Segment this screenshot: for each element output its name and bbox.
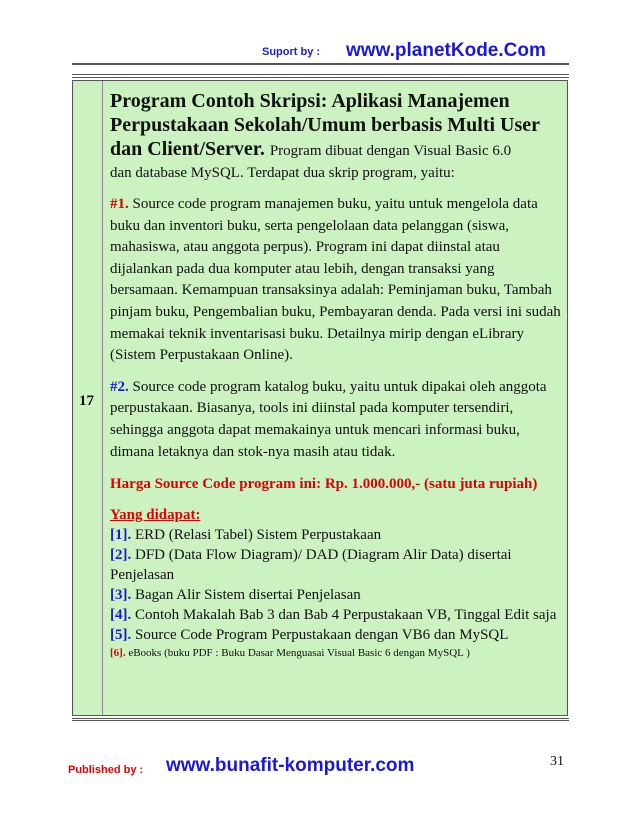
list-item — [110, 525, 562, 545]
deliverables-list — [110, 505, 562, 661]
support-url-link[interactable]: www.planetKode.Com — [346, 40, 546, 61]
item-content — [110, 89, 562, 661]
list-item — [110, 545, 562, 585]
table-bottom-border — [72, 718, 569, 721]
program-2-tag: #2. — [110, 378, 129, 395]
list-item-tag: [6]. — [110, 647, 126, 660]
program-2-paragraph — [110, 377, 562, 463]
header-divider — [72, 63, 569, 65]
page-header — [0, 40, 638, 70]
list-item — [110, 605, 562, 625]
item-title-desc: Program dibuat dengan Visual Basic 6.0 — [269, 143, 512, 159]
list-item-tag: [2]. — [110, 547, 132, 564]
deliverables-label: Yang didapat: — [110, 507, 201, 524]
list-item-text: DFD (Data Flow Diagram)/ DAD (Diagram Alir Data) disertai Penjelasan — [110, 547, 512, 584]
support-label: Suport by : — [262, 46, 321, 58]
list-item-tag: [1]. — [110, 527, 132, 544]
list-item-text: ERD (Relasi Tabel) Sistem Perpustakaan — [135, 527, 382, 544]
number-column — [73, 81, 103, 715]
product-table — [72, 80, 568, 716]
list-item-tag: [4]. — [110, 607, 132, 624]
program-1-paragraph — [110, 194, 562, 367]
program-1-text: Source code program manajemen buku, yaitu untuk mengelola data buku dan inventori buku, serta pengelolaan data pelanggan (siswa, mahasiswa, atau anggota perpus). Program ini dapat diinstal atau dijalankan pada dua komputer atau lebih, dengan transaksi yang bersamaan. Kemampuan transaksinya adalah: Peminjaman buku, Tambah pinjam buku, Pengembalian buku, Pembayaran denda. Pada versi ini sudah memakai teknik inventarisasi buku. Detailnya mirip dengan eLibrary (Sistem Perpustakaan Online). — [110, 196, 561, 364]
table-top-border — [72, 74, 569, 78]
list-item — [110, 585, 562, 605]
program-1-tag: #1. — [110, 196, 129, 212]
program-2-text: Source code program katalog buku, yaitu untuk dipakai oleh anggota perpustakaan. Biasanya, tools ini diinstal pada komputer tersendiri, sehingga anggota dapat memakainya untuk mencari informasi buku, dimana letaknya dan stok-nya masih atau tidak. — [110, 378, 547, 460]
list-item-text: Contoh Makalah Bab 3 dan Bab 4 Perpustakaan VB, Tinggal Edit saja — [135, 607, 557, 624]
item-number: 17 — [79, 393, 94, 409]
list-item-text: Source Code Program Perpustakaan dengan VB6 dan MySQL — [135, 627, 509, 644]
list-item-tag: [3]. — [110, 587, 132, 604]
item-title-block — [110, 89, 562, 163]
published-url-link[interactable]: www.bunafit-komputer.com — [166, 755, 415, 776]
list-item — [110, 625, 562, 645]
list-item-text: Bagan Alir Sistem disertai Penjelasan — [135, 587, 361, 604]
price-text: Harga Source Code program ini: Rp. 1.000.000,- (satu juta rupiah) — [110, 476, 538, 493]
item-title: Program Contoh Skripsi: Aplikasi Manajemen Perpustakaan Sekolah/Umum berbasis Multi User dan Client/Server. — [110, 90, 540, 160]
list-item-tag: [5]. — [110, 627, 132, 644]
page-number: 31 — [550, 754, 564, 769]
item-desc-continued: dan database MySQL. Terdapat dua skrip program, yaitu: — [110, 165, 455, 181]
list-item — [110, 645, 562, 661]
list-item-text: eBooks (buku PDF : Buku Dasar Menguasai Visual Basic 6 dengan MySQL ) — [128, 647, 470, 660]
published-label: Published by : — [68, 764, 144, 776]
